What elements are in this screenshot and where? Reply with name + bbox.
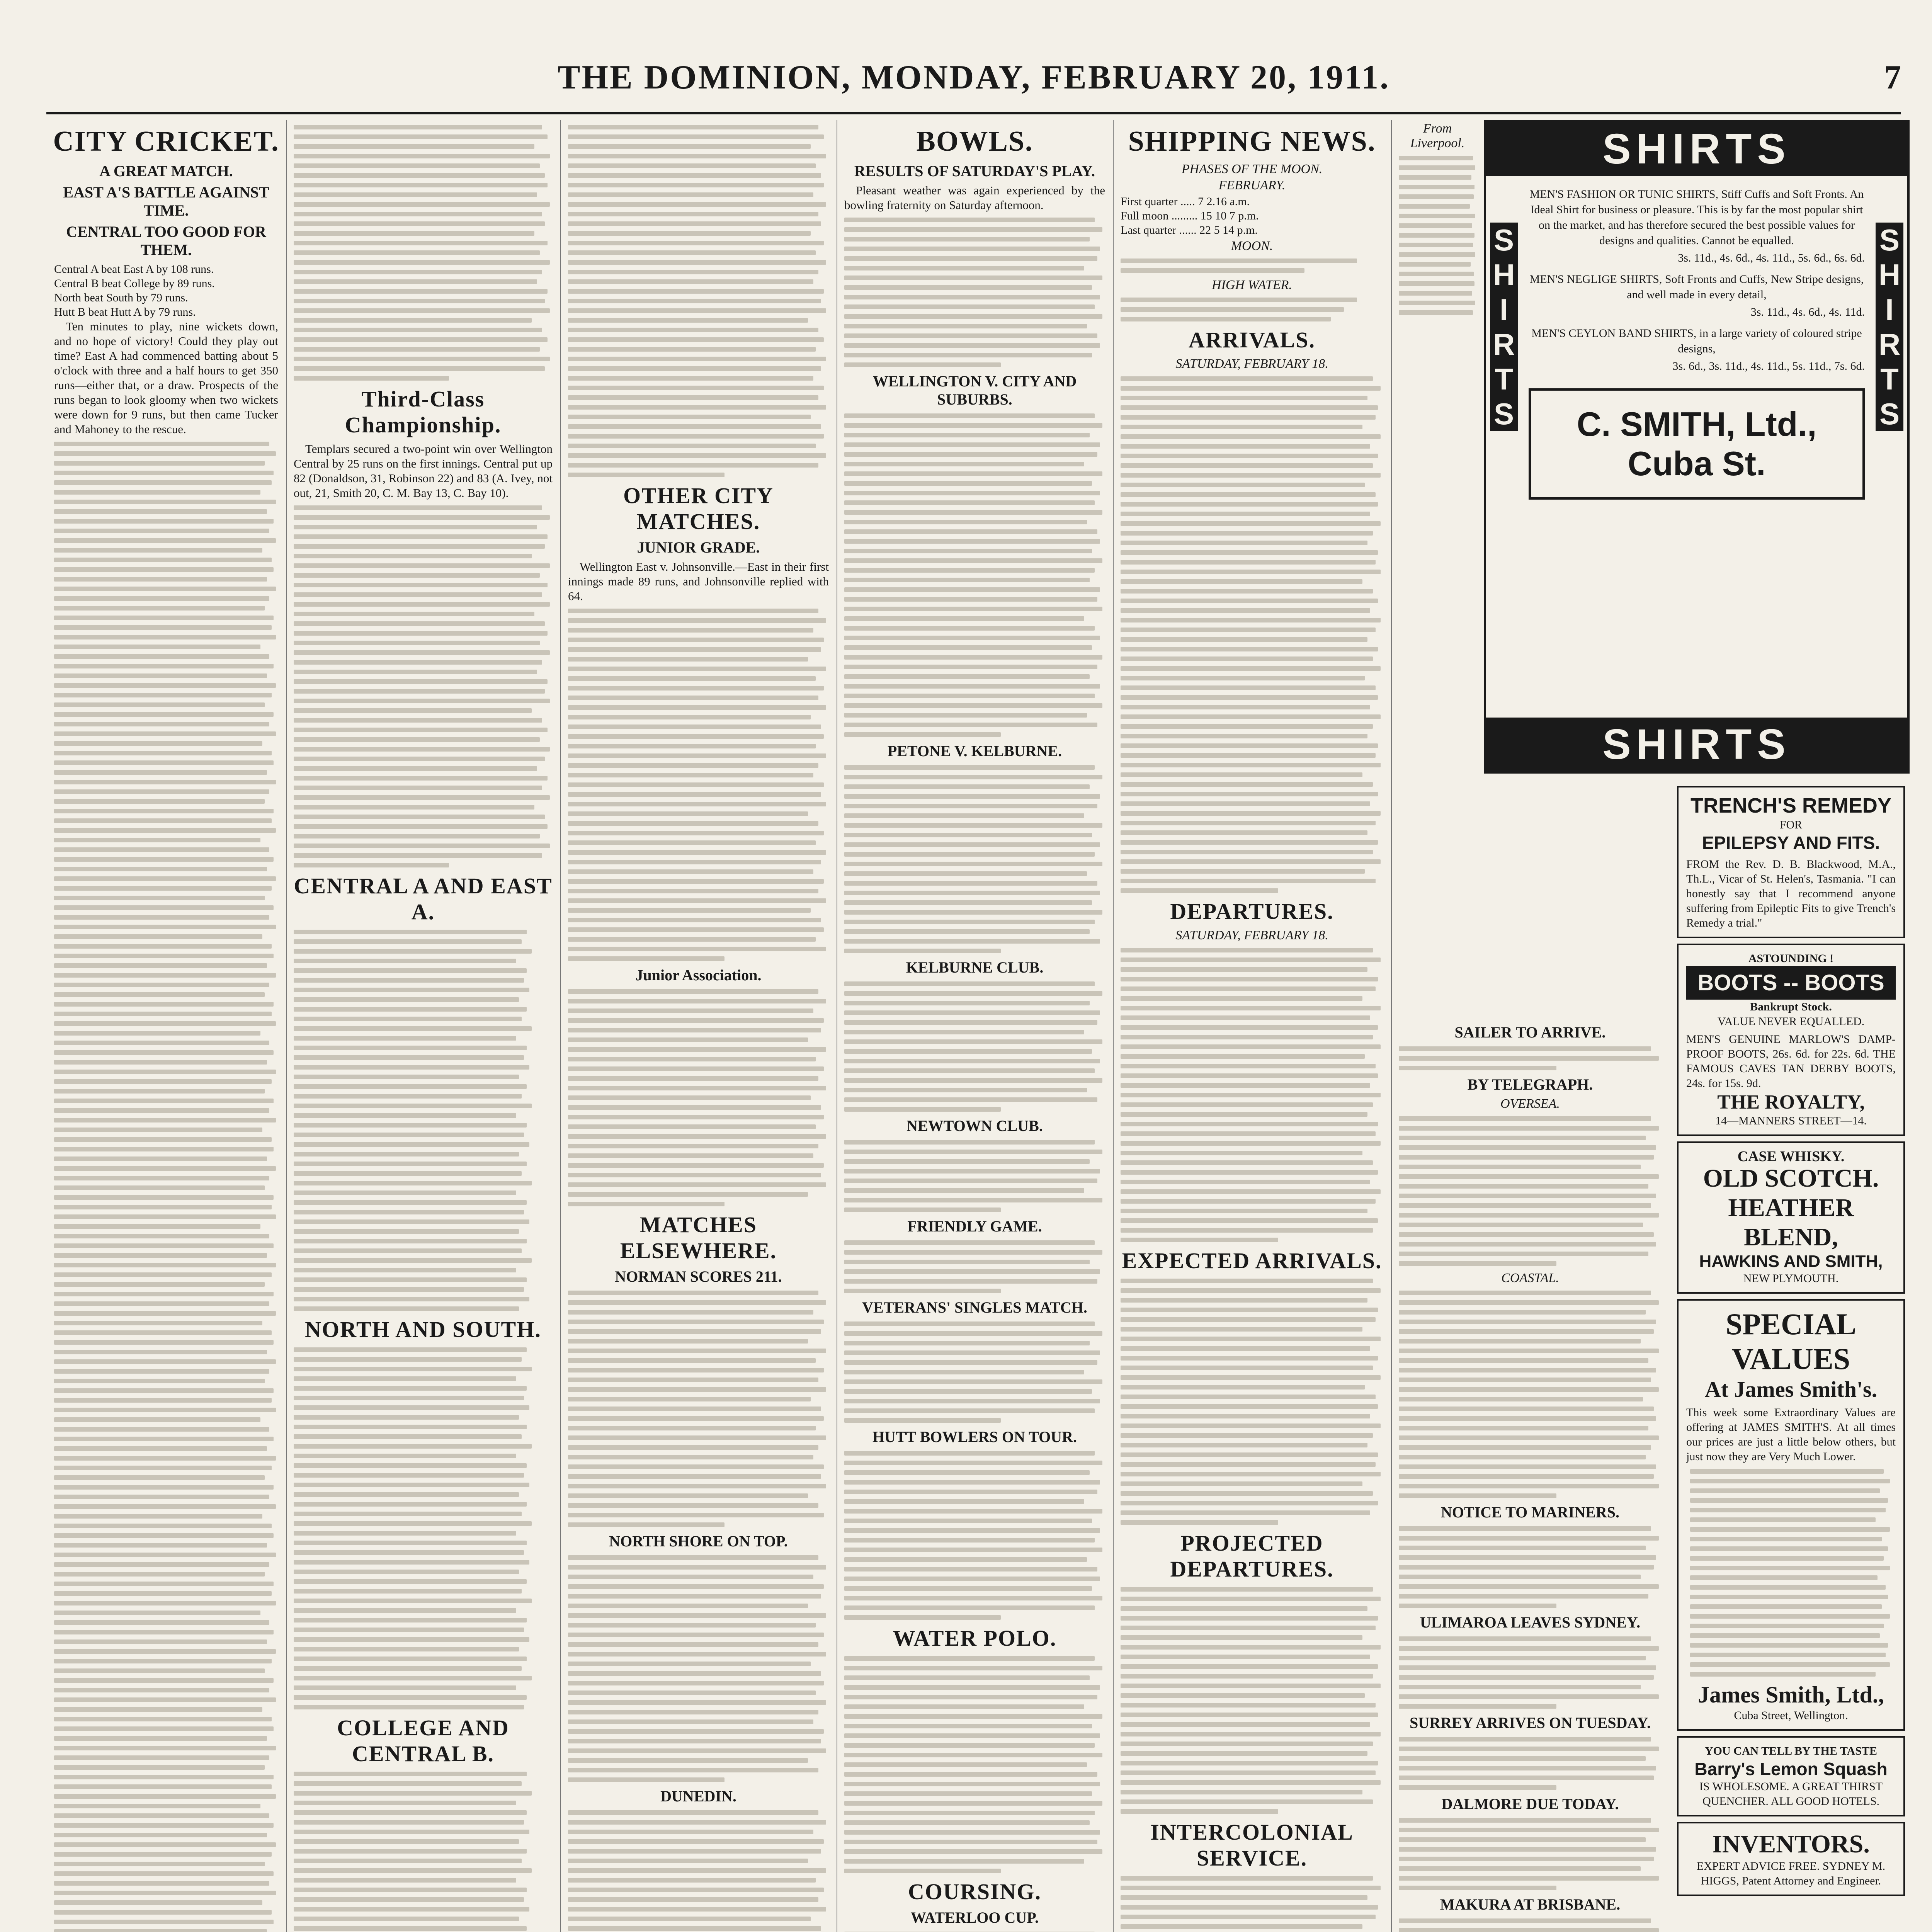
section-heading: OTHER CITY MATCHES. (623, 483, 774, 534)
article-heading: SHIPPING NEWS. (1128, 126, 1376, 157)
article-text-continued (844, 981, 1105, 1112)
section-subheading: NORTH SHORE ON TOP. (609, 1532, 788, 1550)
paragraph: Wellington East v. Johnsonville.—East in their first innings made 89 runs, and Johnsonville replied with 64. (568, 560, 829, 603)
side-letter: R (1493, 327, 1515, 361)
shirt-price: 3s. 6d., 3s. 11d., 4s. 11d., 5s. 11d., 7s. 6d. (1672, 360, 1865, 372)
section-subheading: NORMAN SCORES 211. (615, 1268, 782, 1285)
smith-name: C. SMITH, Ltd., Cuba St. (1577, 405, 1817, 483)
side-letter: S (1493, 397, 1514, 431)
inventors-ad (1677, 1822, 1905, 1896)
result-line: North beat South by 79 runs. (54, 291, 188, 304)
article-body (54, 319, 278, 437)
ad-text: MEN'S GENUINE MARLOW'S DAMP-PROOF BOOTS, 26s. 6d. for 22s. 6d. THE FAMOUS CAVES TAN DERBY BOOTS, 24s. for 15s. 9d. (1686, 1033, 1896, 1090)
article-heading: BOWLS. (916, 126, 1033, 157)
masthead-rule (46, 112, 1901, 114)
article-text-continued (294, 505, 553, 867)
column-shipping (1117, 120, 1387, 1932)
article-text-continued (1399, 156, 1476, 315)
moon-table (1121, 194, 1383, 237)
section-subheading: SAILER TO ARRIVE. (1454, 1024, 1606, 1041)
article-text-continued (568, 1810, 829, 1932)
article-text-continued (844, 1656, 1105, 1873)
moon-row: First quarter ..... 7 2.16 a.m. (1121, 195, 1250, 208)
paragraph: Templars secured a two-point win over Wellington Central by 25 runs on the first innings. Central put up 82 (Donaldson, 31, Robinson 22) and 83 (A. Ivey, not out, 21, Smith 20, C. M. Bay 13, C. Bay 10). (294, 442, 553, 500)
shirt-price: 3s. 11d., 4s. 6d., 4s. 11d., 5s. 6d., 6s. 6d. (1678, 252, 1865, 264)
section-subheading: DUNEDIN. (660, 1787, 736, 1805)
article-text-continued (1399, 1291, 1662, 1498)
article-text-continued (844, 1240, 1105, 1293)
section-subheading: Junior Association. (635, 966, 762, 984)
section-subheading: WATERLOO CUP. (910, 1909, 1039, 1926)
smith-box (1529, 388, 1865, 500)
article-text-continued (1399, 1116, 1662, 1266)
side-letter: S (1879, 397, 1900, 431)
ad-heading: SPECIAL VALUES (1725, 1307, 1857, 1376)
ad-heading: EPILEPSY AND FITS. (1702, 833, 1880, 853)
column-divider (560, 120, 561, 1932)
scorecard (294, 930, 553, 1311)
article-subheading: CENTRAL TOO GOOD FOR THEM. (66, 223, 266, 259)
ad-heading: TRENCH'S REMEDY (1690, 794, 1891, 817)
trench-ad (1677, 786, 1905, 938)
paragraph: Ten minutes to play, nine wickets down, and no hope of victory! Could they play out time? East A had commenced batting about 5 o'clock with three and a half hours to get 350 runs—either that, or a draw. Prospects of the runs began to look gloomy when two wickets were down for 9 runs, but then came Tucker and Mahoney to the rescue. (54, 320, 278, 436)
ads-column (1677, 781, 1905, 1932)
column-city-cricket (50, 120, 282, 1932)
side-letter: I (1500, 293, 1508, 327)
article-text-continued (844, 218, 1105, 367)
article-heading: CITY CRICKET. (53, 126, 279, 157)
section-subheading: COASTAL. (1501, 1271, 1559, 1285)
shirt-description: MEN'S CEYLON BAND SHIRTS, in a large variety of coloured stripe designs, (1531, 327, 1862, 355)
column-bowls (840, 120, 1109, 1932)
ad-heading: OLD SCOTCH. (1703, 1164, 1879, 1192)
section-subheading: FEBRUARY. (1218, 178, 1286, 192)
section-heading: MATCHES ELSEWHERE. (620, 1212, 777, 1263)
article-subheading: A GREAT MATCH. (99, 162, 233, 180)
section-heading: INTERCOLONIAL SERVICE. (1150, 1820, 1354, 1871)
tide-data (1121, 298, 1383, 321)
ad-heading: James Smith, Ltd., (1698, 1682, 1884, 1708)
section-subheading: BY TELEGRAPH. (1467, 1076, 1593, 1093)
result-line: Central B beat College by 89 runs. (54, 277, 215, 290)
ad-text: FROM the Rev. D. B. Blackwood, M.A., Th.L., Vicar of St. Helen's, Tasmania. "I can honestly say that I recommend anyone suffering from Epileptic Fits to give Trench's Remedy a trial." (1686, 858, 1896, 929)
article-text-continued (844, 1140, 1105, 1212)
side-letter: S (1493, 223, 1514, 257)
ad-text: Cuba Street, Wellington. (1734, 1709, 1848, 1722)
article-body (844, 183, 1105, 213)
section-heading: NORTH AND SOUTH. (305, 1317, 541, 1342)
side-letter: S (1879, 223, 1900, 257)
ad-text: YOU CAN TELL BY THE TASTE (1705, 1745, 1877, 1757)
section-subheading: MOON. (1231, 239, 1273, 253)
article-text-continued (568, 1291, 829, 1527)
shirts-body (1486, 176, 1907, 519)
section-subheading: PHASES OF THE MOON. (1181, 162, 1323, 176)
ad-heading: HEATHER BLEND, (1728, 1194, 1854, 1251)
result-line: Hutt B beat Hutt A by 79 runs. (54, 306, 196, 318)
ad-text: VALUE NEVER EQUALLED. (1717, 1015, 1865, 1028)
column-shipping-continued-top (1395, 120, 1480, 390)
section-heading: WATER POLO. (893, 1626, 1057, 1651)
ad-text: This week some Extraordinary Values are offering at JAMES SMITH'S. At all times our prices are just a little below others, but just now they are Very Much Lower. (1686, 1406, 1896, 1463)
section-heading: DEPARTURES. (1170, 899, 1334, 924)
section-subheading: KELBURNE CLUB. (906, 959, 1044, 976)
shirts-side-letters-right (1876, 223, 1903, 431)
section-heading: COURSING. (908, 1879, 1042, 1904)
moon-data (1121, 259, 1383, 273)
article-text-continued (54, 442, 278, 1932)
article-text-continued (844, 413, 1105, 737)
ad-text: EXPERT ADVICE FREE. SYDNEY M. HIGGS, Patent Attorney and Engineer. (1696, 1860, 1886, 1887)
column-shipping-continued (1395, 1020, 1665, 1932)
masthead-title: THE DOMINION, MONDAY, FEBRUARY 20, 1911. (557, 59, 1390, 96)
article-text-continued (1399, 1526, 1662, 1608)
side-letter: T (1880, 362, 1899, 396)
ad-text: 14—MANNERS STREET—14. (1715, 1114, 1867, 1127)
results-list (54, 262, 278, 319)
section-subheading: MAKURA AT BRISBANE. (1440, 1896, 1621, 1913)
article-text-continued (1399, 1046, 1662, 1070)
article-text-continued (294, 125, 553, 381)
scorecard (294, 1772, 553, 1932)
section-heading: PROJECTED DEPARTURES. (1170, 1531, 1334, 1582)
result-line: Central A beat East A by 108 runs. (54, 263, 214, 276)
section-subheading: SATURDAY, FEBRUARY 18. (1175, 928, 1328, 942)
shirts-banner-bottom: SHIRTS (1486, 718, 1907, 771)
departures-list (1121, 948, 1383, 1242)
section-subheading: From Liverpool. (1410, 121, 1465, 150)
article-text-continued (1399, 1818, 1662, 1890)
intercolonial-list (1121, 1876, 1383, 1932)
article-text-continued (1399, 1737, 1662, 1790)
column-cricket-scores (290, 120, 556, 1932)
side-letter: I (1885, 293, 1894, 327)
whisky-ad (1677, 1141, 1905, 1294)
article-text-continued (568, 125, 829, 477)
article-body (568, 560, 829, 604)
section-heading: EXPECTED ARRIVALS. (1122, 1248, 1382, 1273)
shirts-banner: SHIRTS (1486, 122, 1907, 176)
section-heading: COLLEGE AND CENTRAL B. (337, 1715, 509, 1766)
section-heading: CENTRAL A AND EAST A. (294, 873, 553, 924)
page-number: 7 (1884, 59, 1901, 96)
shirt-price: 3s. 11d., 4s. 6d., 4s. 11d. (1750, 306, 1865, 318)
shirts-advertisement (1484, 120, 1910, 774)
ad-text-continued (1690, 1469, 1892, 1677)
column-divider (286, 120, 287, 1932)
article-text-continued (568, 1555, 829, 1782)
barry-ad (1677, 1736, 1905, 1816)
section-heading: ARRIVALS. (1189, 327, 1315, 352)
section-subheading: PETONE V. KELBURNE. (887, 742, 1062, 760)
section-subheading: DALMORE DUE TODAY. (1441, 1795, 1619, 1813)
arrivals-list (1121, 376, 1383, 893)
ad-text: Bankrupt Stock. (1750, 1000, 1832, 1013)
side-letter: T (1495, 362, 1513, 396)
section-subheading: OVERSEA. (1500, 1097, 1560, 1111)
moon-row: Full moon ......... 15 10 7 p.m. (1121, 209, 1259, 222)
section-subheading: NEWTOWN CLUB. (906, 1117, 1043, 1134)
shirts-side-letters-left (1490, 223, 1518, 431)
ad-text: IS WHOLESOME. A GREAT THIRST QUENCHER. ALL GOOD HOTELS. (1699, 1780, 1883, 1808)
scorecard (294, 1347, 553, 1709)
section-subheading: HIGH WATER. (1212, 278, 1292, 292)
article-text-continued (844, 765, 1105, 953)
ad-text: ASTOUNDING ! (1748, 952, 1834, 965)
james-smith-ad (1677, 1299, 1905, 1731)
ad-text: CASE WHISKY. (1737, 1148, 1845, 1165)
section-subheading: JUNIOR GRADE. (637, 539, 760, 556)
ad-text: FOR (1779, 818, 1803, 831)
projected-list (1121, 1587, 1383, 1814)
side-letter: H (1878, 258, 1901, 292)
column-divider (1113, 120, 1114, 1932)
ad-heading: THE ROYALTY, (1717, 1091, 1865, 1113)
article-body (294, 442, 553, 500)
article-text-continued (568, 989, 829, 1206)
shirt-description: MEN'S NEGLIGE SHIRTS, Soft Fronts and Cuffs, New Stripe designs, and well made in every detail, (1529, 273, 1864, 301)
article-text-continued (1399, 1918, 1662, 1932)
article-text-continued (844, 1321, 1105, 1423)
section-subheading: ULIMAROA LEAVES SYDNEY. (1420, 1614, 1641, 1631)
expected-list (1121, 1279, 1383, 1525)
moon-row: Last quarter ...... 22 5 14 p.m. (1121, 224, 1258, 236)
section-subheading: VETERANS' SINGLES MATCH. (862, 1299, 1087, 1316)
ad-text: NEW PLYMOUTH. (1743, 1272, 1839, 1285)
ad-heading: At James Smith's. (1704, 1377, 1878, 1402)
paragraph: Pleasant weather was again experienced by the bowling fraternity on Saturday afternoon. (844, 184, 1105, 212)
ad-heading: Barry's Lemon Squash (1694, 1759, 1888, 1779)
article-subheading: EAST A'S BATTLE AGAINST TIME. (63, 184, 269, 219)
side-letter: R (1878, 327, 1901, 361)
boots-ad (1677, 944, 1905, 1136)
article-text-continued (844, 1451, 1105, 1620)
section-subheading: HUTT BOWLERS ON TOUR. (872, 1428, 1077, 1446)
section-subheading: WELLINGTON V. CITY AND SUBURBS. (872, 372, 1077, 408)
side-letter: H (1493, 258, 1515, 292)
section-subheading: SURREY ARRIVES ON TUESDAY. (1410, 1714, 1651, 1731)
article-text-continued (568, 609, 829, 961)
article-subheading: RESULTS OF SATURDAY'S PLAY. (854, 162, 1095, 180)
column-divider (1391, 120, 1392, 1932)
section-heading: Third-Class Championship. (345, 386, 502, 437)
ad-heading: BOOTS -- BOOTS (1686, 966, 1896, 1000)
section-subheading: SATURDAY, FEBRUARY 18. (1175, 357, 1328, 371)
section-subheading: NOTICE TO MARINERS. (1441, 1503, 1619, 1521)
ad-heading: HAWKINS AND SMITH, (1699, 1252, 1883, 1271)
column-other-matches (564, 120, 833, 1932)
section-subheading: FRIENDLY GAME. (907, 1218, 1042, 1235)
masthead (46, 58, 1901, 104)
shirt-description: MEN'S FASHION OR TUNIC SHIRTS, Stiff Cuffs and Soft Fronts. An Ideal Shirt for business or pleasure. This is by far the most popular shirt on the market, and has therefore secured the best possible values for designs and qualities. Cannot be equalled. (1529, 188, 1864, 247)
ad-heading: INVENTORS. (1712, 1830, 1870, 1858)
article-text-continued (1399, 1636, 1662, 1709)
